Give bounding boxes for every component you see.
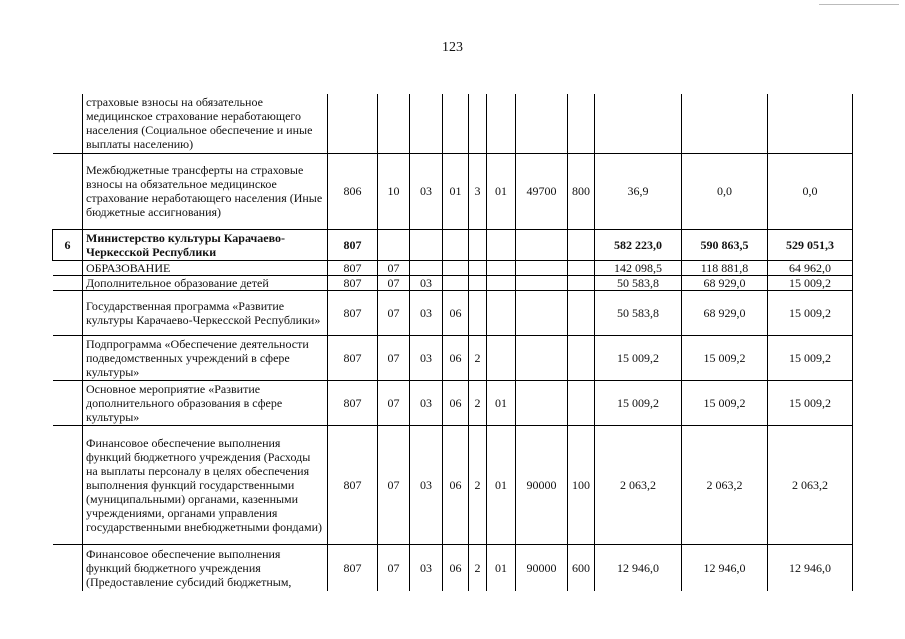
cell-ved: 807 — [328, 229, 378, 260]
cell-cs1: 06 — [443, 544, 469, 591]
cell-cs3 — [487, 94, 516, 153]
row-name: Финансовое обеспечение выполнения функций бюджетного учреждения (Предоставление субсидий бюджетным, — [83, 544, 328, 591]
cell-cs2: 3 — [469, 153, 487, 229]
cell-vr — [568, 229, 595, 260]
cell-rz: 07 — [378, 275, 410, 290]
cell-pr: 03 — [410, 153, 443, 229]
cell-year3: 15 009,2 — [768, 290, 853, 335]
cell-rz — [378, 229, 410, 260]
cell-year2 — [682, 94, 768, 153]
cell-cs1 — [443, 229, 469, 260]
table-row — [53, 290, 853, 335]
cell-ved: 806 — [328, 153, 378, 229]
cell-ved: 807 — [328, 290, 378, 335]
row-number — [53, 94, 83, 153]
row-number — [53, 275, 83, 290]
cell-cs2 — [469, 275, 487, 290]
cell-cs3 — [487, 260, 516, 275]
cell-cs3 — [487, 229, 516, 260]
cell-year1: 15 009,2 — [595, 380, 682, 425]
cell-pr — [410, 229, 443, 260]
cell-ved: 807 — [328, 380, 378, 425]
table-row — [53, 94, 853, 153]
cell-cs4: 49700 — [516, 153, 568, 229]
cell-rz: 07 — [378, 544, 410, 591]
cell-ved: 807 — [328, 260, 378, 275]
cell-cs3: 01 — [487, 544, 516, 591]
row-number — [53, 153, 83, 229]
cell-year3: 0,0 — [768, 153, 853, 229]
cell-cs4 — [516, 260, 568, 275]
cell-pr: 03 — [410, 335, 443, 380]
table-row — [53, 425, 853, 544]
cell-cs4: 90000 — [516, 544, 568, 591]
cell-vr — [568, 335, 595, 380]
cell-vr — [568, 380, 595, 425]
cell-pr: 03 — [410, 425, 443, 544]
cell-cs1 — [443, 260, 469, 275]
cell-cs4 — [516, 275, 568, 290]
table-row — [53, 229, 853, 260]
cell-year1: 12 946,0 — [595, 544, 682, 591]
row-number — [53, 260, 83, 275]
cell-cs4 — [516, 335, 568, 380]
cell-cs1: 06 — [443, 335, 469, 380]
cell-year1: 50 583,8 — [595, 290, 682, 335]
row-name: Министерство культуры Карачаево-Черкесской Республики — [83, 229, 328, 260]
cell-ved: 807 — [328, 335, 378, 380]
cell-cs1: 06 — [443, 380, 469, 425]
row-name: Основное мероприятие «Развитие дополнительного образования в сфере культуры» — [83, 380, 328, 425]
cell-rz: 10 — [378, 153, 410, 229]
cell-year2: 15 009,2 — [682, 335, 768, 380]
cell-cs1: 01 — [443, 153, 469, 229]
cell-cs1 — [443, 275, 469, 290]
cell-rz — [378, 94, 410, 153]
row-number — [53, 425, 83, 544]
cell-pr — [410, 260, 443, 275]
cell-cs4 — [516, 290, 568, 335]
row-number — [53, 544, 83, 591]
cell-year1: 15 009,2 — [595, 335, 682, 380]
cell-vr: 100 — [568, 425, 595, 544]
cell-vr: 600 — [568, 544, 595, 591]
row-name: Подпрограмма «Обеспечение деятельности подведомственных учреждений в сфере культуры» — [83, 335, 328, 380]
cell-year3: 12 946,0 — [768, 544, 853, 591]
table-row — [53, 260, 853, 275]
cell-cs1: 06 — [443, 290, 469, 335]
top-rule — [819, 4, 899, 5]
page-number: 123 — [442, 40, 463, 55]
cell-year3 — [768, 94, 853, 153]
row-name: страховые взносы на обязательное медицинское страхование неработающего населения (Социальное обеспечение и иные выплаты населению) — [83, 94, 328, 153]
cell-rz: 07 — [378, 335, 410, 380]
cell-year1: 582 223,0 — [595, 229, 682, 260]
cell-year1 — [595, 94, 682, 153]
cell-year2: 68 929,0 — [682, 275, 768, 290]
cell-year3: 529 051,3 — [768, 229, 853, 260]
cell-year3: 15 009,2 — [768, 275, 853, 290]
cell-pr: 03 — [410, 290, 443, 335]
cell-cs4: 90000 — [516, 425, 568, 544]
cell-year3: 2 063,2 — [768, 425, 853, 544]
row-name: Финансовое обеспечение выполнения функций бюджетного учреждения (Расходы на выплаты персоналу в целях обеспечения выполнения функций государственными (муниципальными) органами, казенными учреждениями, органами управления государственными внебюджетными фондами) — [83, 425, 328, 544]
cell-year3: 15 009,2 — [768, 335, 853, 380]
cell-year2: 2 063,2 — [682, 425, 768, 544]
cell-year2: 12 946,0 — [682, 544, 768, 591]
cell-year1: 50 583,8 — [595, 275, 682, 290]
table-row — [53, 275, 853, 290]
row-name: Межбюджетные трансферты на страховые взносы на обязательное медицинское страхование неработающего населения (Иные бюджетные ассигнования) — [83, 153, 328, 229]
cell-ved: 807 — [328, 275, 378, 290]
cell-year3: 64 962,0 — [768, 260, 853, 275]
cell-cs2 — [469, 94, 487, 153]
cell-pr: 03 — [410, 275, 443, 290]
cell-cs3: 01 — [487, 380, 516, 425]
row-number — [53, 290, 83, 335]
cell-cs3: 01 — [487, 425, 516, 544]
row-name: Дополнительное образование детей — [83, 275, 328, 290]
cell-year1: 142 098,5 — [595, 260, 682, 275]
cell-cs3: 01 — [487, 153, 516, 229]
cell-year1: 2 063,2 — [595, 425, 682, 544]
cell-year3: 15 009,2 — [768, 380, 853, 425]
row-name: ОБРАЗОВАНИЕ — [83, 260, 328, 275]
cell-cs4 — [516, 229, 568, 260]
cell-rz: 07 — [378, 290, 410, 335]
cell-cs2: 2 — [469, 425, 487, 544]
cell-cs4 — [516, 94, 568, 153]
cell-vr — [568, 290, 595, 335]
cell-cs2: 2 — [469, 335, 487, 380]
cell-cs1: 06 — [443, 425, 469, 544]
cell-pr: 03 — [410, 380, 443, 425]
table-row — [53, 544, 853, 591]
cell-ved — [328, 94, 378, 153]
cell-year2: 118 881,8 — [682, 260, 768, 275]
row-number — [53, 335, 83, 380]
cell-ved: 807 — [328, 425, 378, 544]
cell-vr — [568, 94, 595, 153]
budget-table — [52, 94, 853, 591]
cell-cs2 — [469, 290, 487, 335]
row-name: Государственная программа «Развитие культуры Карачаево-Черкесской Республики» — [83, 290, 328, 335]
table-row — [53, 335, 853, 380]
row-number: 6 — [53, 229, 83, 260]
cell-cs3 — [487, 275, 516, 290]
cell-vr: 800 — [568, 153, 595, 229]
cell-cs3 — [487, 290, 516, 335]
row-number — [53, 380, 83, 425]
cell-cs2 — [469, 260, 487, 275]
cell-cs2: 2 — [469, 380, 487, 425]
cell-cs2: 2 — [469, 544, 487, 591]
cell-rz: 07 — [378, 425, 410, 544]
cell-pr — [410, 94, 443, 153]
cell-cs4 — [516, 380, 568, 425]
cell-rz: 07 — [378, 260, 410, 275]
table-row — [53, 380, 853, 425]
table-row — [53, 153, 853, 229]
cell-year2: 590 863,5 — [682, 229, 768, 260]
cell-cs2 — [469, 229, 487, 260]
cell-vr — [568, 275, 595, 290]
cell-year2: 68 929,0 — [682, 290, 768, 335]
cell-pr: 03 — [410, 544, 443, 591]
cell-vr — [568, 260, 595, 275]
cell-rz: 07 — [378, 380, 410, 425]
cell-year2: 15 009,2 — [682, 380, 768, 425]
cell-cs1 — [443, 94, 469, 153]
cell-year1: 36,9 — [595, 153, 682, 229]
cell-year2: 0,0 — [682, 153, 768, 229]
cell-cs3 — [487, 335, 516, 380]
cell-ved: 807 — [328, 544, 378, 591]
